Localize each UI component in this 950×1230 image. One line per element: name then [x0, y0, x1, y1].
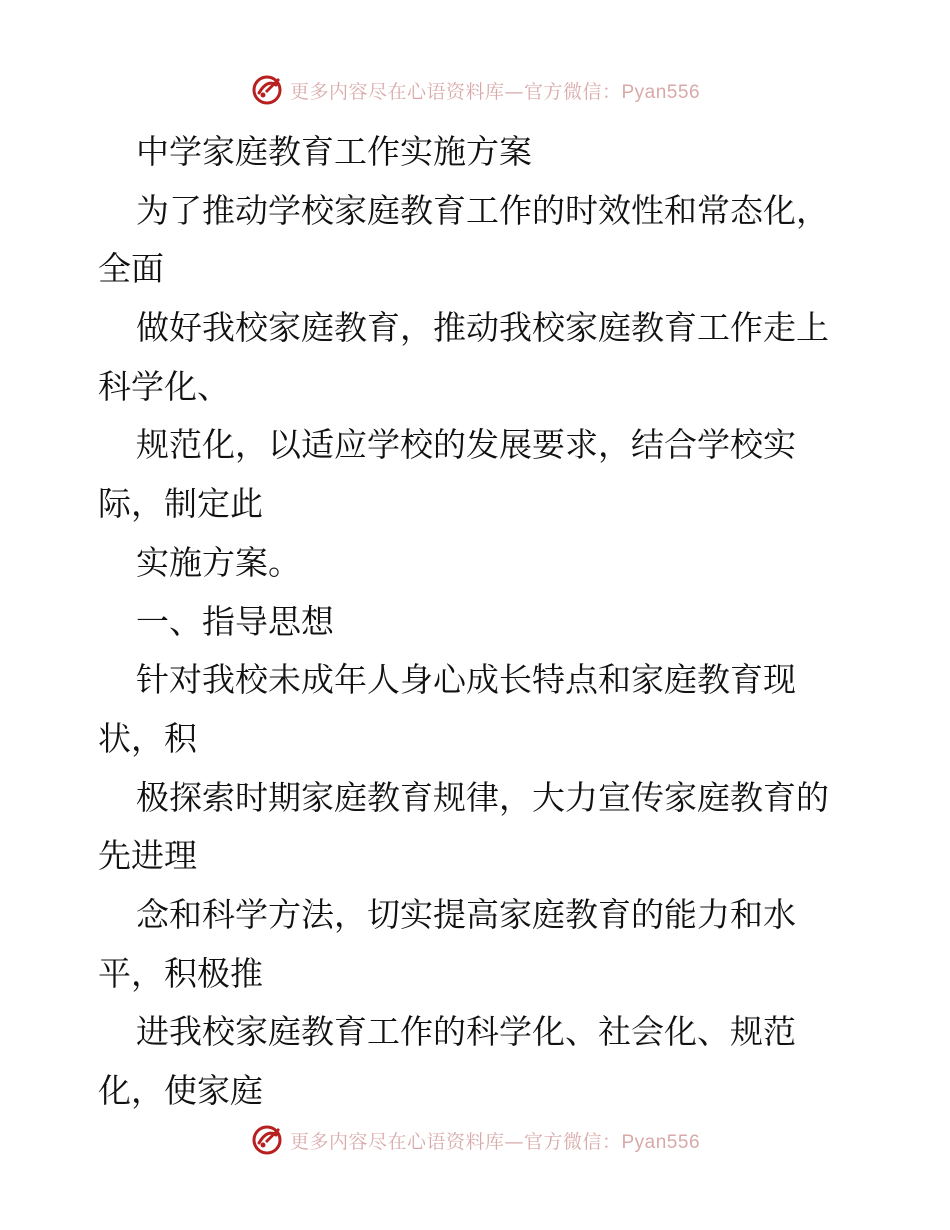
watermark-text: 更多内容尽在心语资料库—官方微信：Pyan556	[289, 80, 701, 103]
watermark-text: 更多内容尽在心语资料库—官方微信：Pyan556	[289, 1130, 701, 1153]
text-line: 际，制定此	[98, 484, 263, 524]
text-line: 状，积	[98, 718, 197, 758]
text-line: 一、指导思想	[136, 601, 334, 641]
text-line: 极探索时期家庭教育规律，大力宣传家庭教育的	[136, 777, 829, 817]
text-line: 为了推动学校家庭教育工作的时效性和常态化，	[136, 190, 829, 230]
text-line: 进我校家庭教育工作的科学化、社会化、规范	[136, 1012, 796, 1052]
text-line: 化，使家庭	[98, 1071, 263, 1110]
text-line: 实施方案。	[136, 542, 301, 582]
watermark-group	[250, 73, 700, 107]
text-line: 科学化、	[98, 366, 230, 406]
watermark-wechat-id: Pyan556	[621, 1131, 701, 1153]
footer-watermark	[0, 1120, 950, 1160]
brand-logo-icon	[250, 73, 284, 107]
text-line: 针对我校未成年人身心成长特点和家庭教育现	[136, 660, 796, 700]
text-line: 念和科学方法，切实提高家庭教育的能力和水	[136, 894, 796, 934]
header-watermark	[0, 70, 950, 110]
watermark-group	[250, 1123, 700, 1157]
text-line: 平，积极推	[98, 953, 263, 993]
text-line: 做好我校家庭教育，推动我校家庭教育工作走上	[136, 308, 829, 348]
text-line: 全面	[98, 249, 164, 289]
text-line: 先进理	[98, 836, 197, 876]
text-line: 规范化，以适应学校的发展要求，结合学校实	[136, 425, 796, 465]
text-line: 中学家庭教育工作实施方案	[136, 132, 532, 171]
document-body	[98, 123, 858, 1121]
brand-logo-icon	[250, 1123, 284, 1157]
watermark-wechat-id: Pyan556	[621, 81, 701, 103]
